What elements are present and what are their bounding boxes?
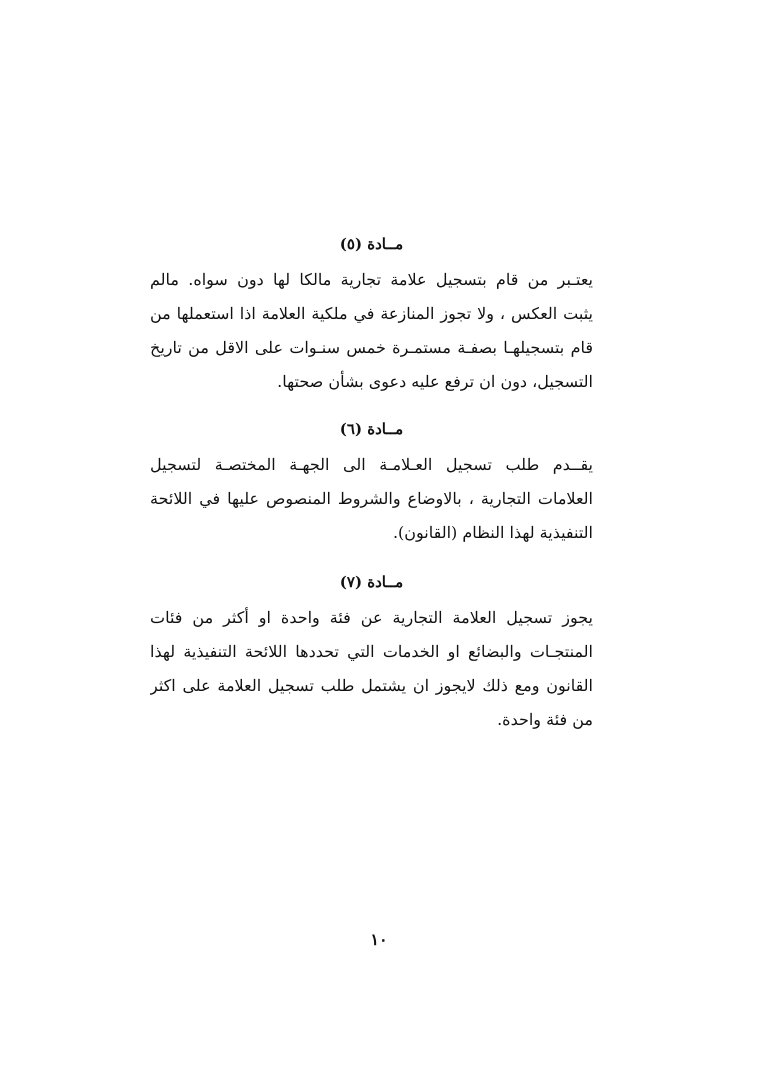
article-7-line-1: يجوز تسجيل العلامة التجارية عن فئة واحدة او أكثر من فئات (150, 608, 593, 627)
article-5-line-4: التسجيل، دون ان ترفع عليه دعوى بشأن صحتها. (277, 372, 593, 391)
article-5-line-3: قام بتسجيلهـا بصفـة مستمـرة خمس سنـوات على الاقل من تاريخ (150, 338, 593, 357)
article-7-line-2: المنتجـات والبضائع او الخدمات التي تحددها اللائحة التنفيذية لهذا (150, 642, 593, 661)
article-7-heading: مــادة (٧) (339, 573, 404, 591)
article-7-line-4: من فئة واحدة. (497, 710, 593, 729)
article-7 (150, 571, 593, 737)
article-6-line-2: العلامات التجارية ، بالاوضاع والشروط المنصوص عليها في اللائحة (150, 489, 593, 508)
article-6 (150, 418, 593, 550)
article-7-line-3: القانون ومع ذلك لايجوز ان يشتمل طلب تسجيل العلامة على اكثر (150, 676, 593, 695)
article-5 (150, 233, 593, 399)
page-number: ١٠ (370, 930, 388, 949)
article-5-line-1: يعتـبر من قام بتسجيل علامة تجارية مالكا لها دون سواه. مالم (150, 270, 593, 289)
article-6-line-1: يقــدم طلب تسجيل العـلامـة الى الجهـة المختصـة لتسجيل (150, 455, 593, 474)
article-6-heading: مــادة (٦) (339, 420, 404, 438)
article-5-heading: مــادة (٥) (339, 235, 404, 253)
article-5-line-2: يثبت العكس ، ولا تجوز المنازعة في ملكية العلامة اذا استعملها من (150, 304, 593, 323)
article-6-line-3: التنفيذية لهذا النظام (القانون). (392, 523, 593, 542)
